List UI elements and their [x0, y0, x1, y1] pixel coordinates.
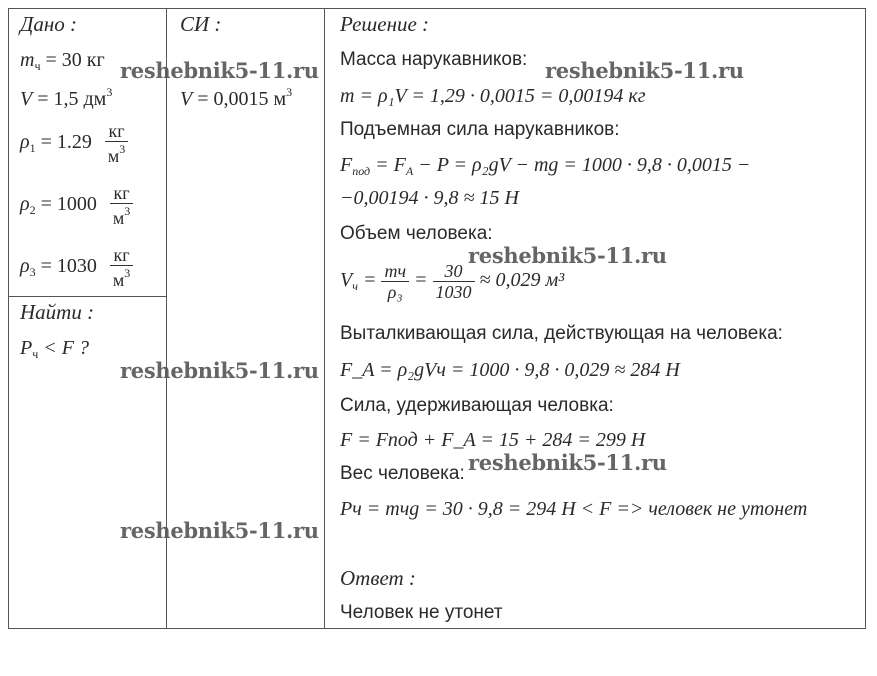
find-header: Найти :: [20, 300, 95, 324]
watermark: reshebnik5-11.ru: [120, 518, 319, 543]
watermark: reshebnik5-11.ru: [468, 243, 667, 268]
watermark: reshebnik5-11.ru: [468, 450, 667, 475]
mass-formula: m = ρ₁V = 1,29 · 0,0015 = 0,00194 кг: [340, 85, 646, 107]
given-mass: $m_ч = 30$ кг: [20, 49, 105, 73]
si-header: СИ :: [180, 12, 222, 36]
lift-force-formula: $F_{под} = F_A - P = \rho_2gV$ − mg = 1000 · 9,8 · 0,0015 −: [340, 154, 751, 178]
holding-force-label: Сила, удерживающая человка:: [340, 395, 614, 416]
weight-label: Вес человека:: [340, 463, 465, 484]
lift-force-formula-cont: −0,00194 · 9,8 ≈ 15 Н: [340, 187, 519, 209]
watermark: reshebnik5-11.ru: [120, 358, 319, 383]
find-condition: $P_ч < F$ ?: [20, 337, 89, 361]
given-rho1: $\rho_1 = 1.29$ $\frac{кг}{м^3}$: [20, 122, 128, 165]
buoyant-force-formula: F_A = ρ₂gVч = 1000 · 9,8 · 0,029 ≈ 284 Н: [340, 359, 680, 381]
mass-label: Масса нарукавников:: [340, 49, 528, 70]
solution-header: Решение :: [340, 12, 430, 36]
answer-header: Ответ :: [340, 566, 416, 590]
watermark: reshebnik5-11.ru: [545, 58, 744, 83]
volume-label: Объем человека:: [340, 223, 493, 244]
answer-text: Человек не утонет: [340, 602, 503, 623]
watermark: reshebnik5-11.ru: [120, 58, 319, 83]
given-header: Дано :: [20, 12, 78, 36]
given-rho2: $\rho_2 = 1000$ $\frac{кг}{м^3}$: [20, 184, 133, 227]
buoyant-force-label: Выталкивающая сила, действующая на человека:: [340, 323, 783, 344]
given-volume: V = 1,5 $дм^3$: [20, 85, 113, 110]
volume-formula: $V_ч$ = $\frac{mч}{\text{ρ₃}}$ = $\frac{30}{1030}$ ≈ 0,029 м³: [340, 261, 565, 302]
lift-force-label: Подъемная сила нарукавников:: [340, 119, 620, 140]
si-volume: V = 0,0015 $м^3$: [180, 85, 293, 110]
given-rho3: $\rho_3 = 1030$ $\frac{кг}{м^3}$: [20, 246, 133, 289]
column-divider-si: [324, 8, 325, 629]
holding-force-formula: F = Fпод + F_A = 15 + 284 = 299 Н: [340, 429, 646, 451]
weight-formula: Pч = mчg = 30 · 9,8 = 294 Н < F => человек не утонет: [340, 498, 808, 520]
row-divider-find: [8, 296, 166, 297]
